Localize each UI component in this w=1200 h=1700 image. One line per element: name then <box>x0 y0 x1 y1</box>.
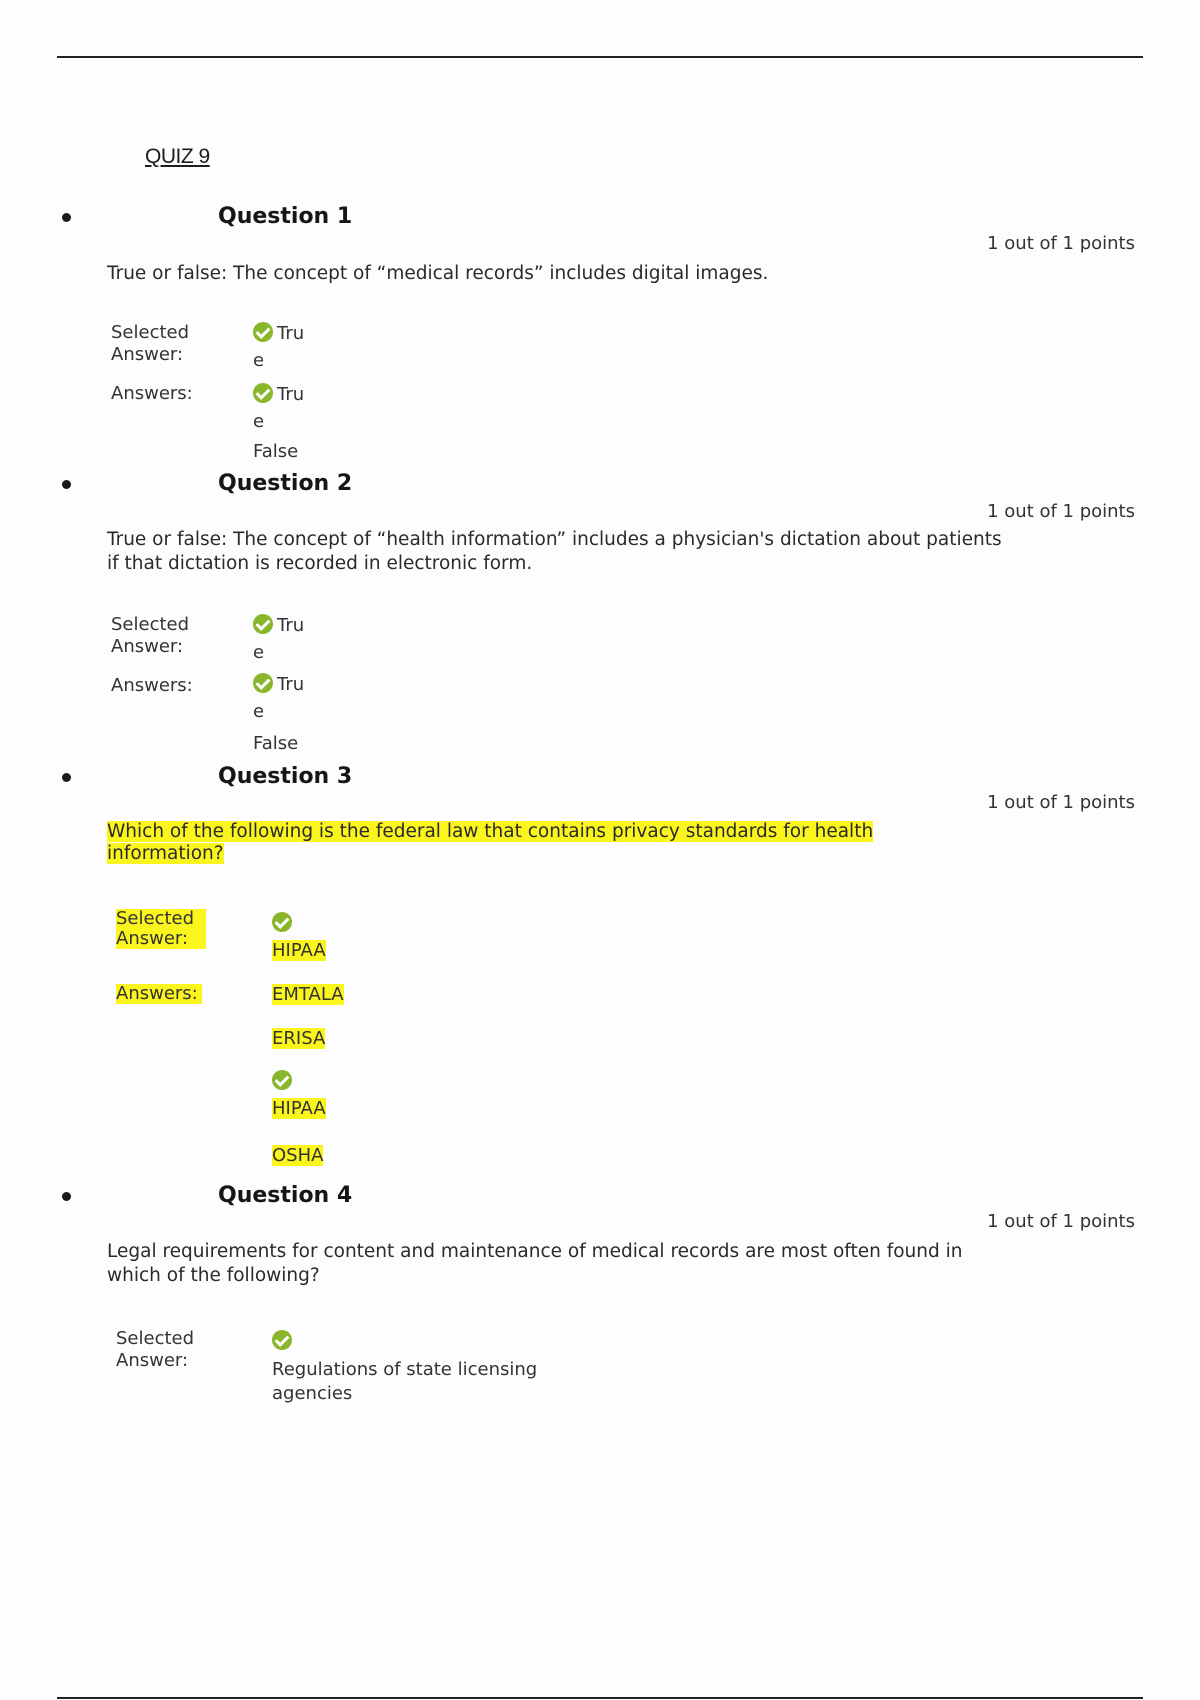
check-circle-icon <box>272 1070 292 1090</box>
question-3-heading: Question 3 <box>218 764 353 789</box>
question-1-points: 1 out of 1 points <box>987 233 1135 254</box>
bottom-rule <box>57 1697 1143 1699</box>
question-1-heading: Question 1 <box>218 204 353 229</box>
question-2-text: True or false: The concept of “health information” includes a physician's dictation about patients if that dictation is recorded in electronic form. <box>107 529 1002 574</box>
answer-text: EMTALA <box>272 984 344 1005</box>
answer-text: True <box>253 323 305 371</box>
answer-text: Regulations of state licensing agencies <box>272 1359 538 1404</box>
question-3-selected-label <box>116 909 206 950</box>
question-3-answers-label <box>116 983 202 1005</box>
bullet <box>62 1192 71 1201</box>
check-circle-icon <box>253 614 273 634</box>
check-circle-icon <box>253 673 273 693</box>
question-1-selected-answer <box>253 320 311 374</box>
answer-text: True <box>253 674 305 722</box>
question-2-selected-answer <box>253 612 311 666</box>
question-1-text: True or false: The concept of “medical records” includes digital images. <box>107 263 769 284</box>
question-4-points: 1 out of 1 points <box>987 1211 1135 1232</box>
question-3-answer-option <box>272 1142 323 1169</box>
answer-text: True <box>253 384 305 432</box>
answer-text: OSHA <box>272 1145 324 1166</box>
answer-text: ERISA <box>272 1028 326 1049</box>
question-4-selected-label: Selected Answer: <box>116 1328 195 1371</box>
question-4-heading: Question 4 <box>218 1183 353 1208</box>
highlighted-text: Selected Answer: <box>116 909 206 949</box>
check-circle-icon <box>272 912 292 932</box>
question-1-answer-option: False <box>253 441 299 462</box>
page-title: QUIZ 9 <box>145 145 210 168</box>
check-circle-icon <box>253 383 273 403</box>
highlighted-text: Which of the following is the federal law that contains privacy standards for health information? <box>107 821 874 864</box>
question-1-answer-correct <box>253 381 311 435</box>
question-2-points: 1 out of 1 points <box>987 501 1135 522</box>
check-circle-icon <box>272 1330 292 1350</box>
question-3-answer-option <box>272 981 344 1008</box>
bullet <box>62 213 71 222</box>
bullet <box>62 480 71 489</box>
question-2-answer-correct <box>253 671 311 725</box>
answer-text: True <box>253 615 305 663</box>
question-4-selected-answer <box>272 1330 592 1406</box>
question-3-selected-answer <box>272 910 326 964</box>
answer-text: HIPAA <box>272 1098 326 1119</box>
question-3-points: 1 out of 1 points <box>987 792 1135 813</box>
question-2-answers-label: Answers: <box>111 675 193 696</box>
answer-text: HIPAA <box>272 940 326 961</box>
check-circle-icon <box>253 322 273 342</box>
question-3-text <box>107 821 967 865</box>
bullet <box>62 773 71 782</box>
top-rule <box>57 56 1143 58</box>
question-1-selected-label: Selected Answer: <box>111 322 190 365</box>
question-3-answer-correct <box>272 1068 326 1122</box>
question-4-text: Legal requirements for content and maintenance of medical records are most often found in which of the following? <box>107 1241 963 1286</box>
question-2-heading: Question 2 <box>218 471 353 496</box>
question-2-answer-option: False <box>253 733 299 754</box>
question-3-answer-option <box>272 1025 325 1052</box>
question-1-answers-label: Answers: <box>111 383 193 404</box>
highlighted-text: Answers: <box>116 984 202 1004</box>
question-2-selected-label: Selected Answer: <box>111 614 190 657</box>
